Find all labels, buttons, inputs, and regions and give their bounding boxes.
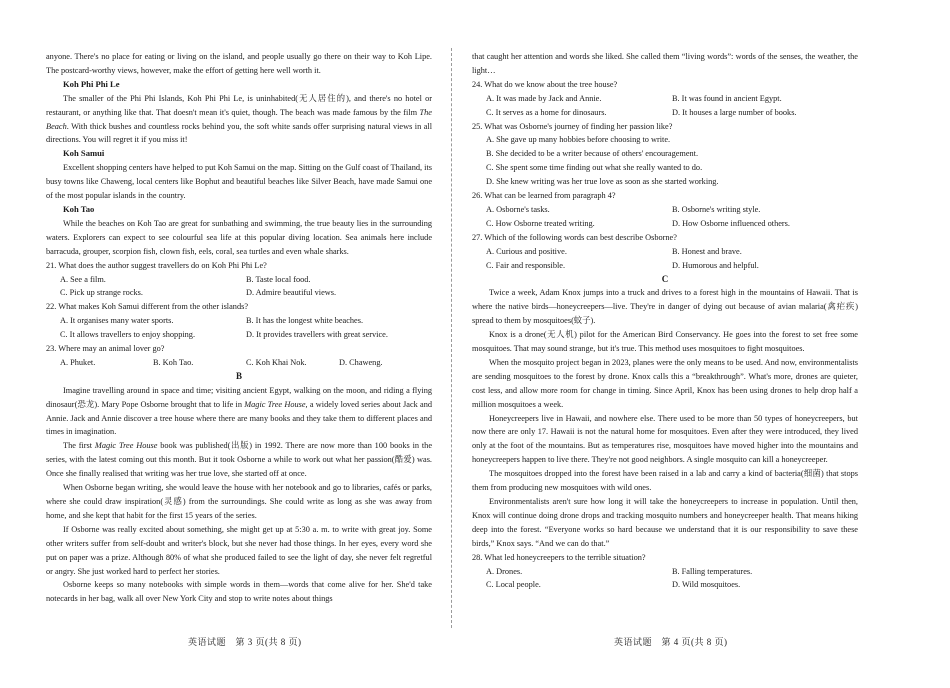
heading-koh-samui: Koh Samui [63, 148, 105, 159]
heading-koh-phi-phi-le: Koh Phi Phi Le [63, 78, 120, 89]
section-b-heading: B [235, 370, 242, 381]
paragraph-c-1: Twice a week, Adam Knox jumps into a truck and drives to a forest high in the mountains of Hawaii. That is where the native birds—honeycreepers—live. They're in danger of dying out because of avian malaria(禽疟疾) spread to them by mosquitoes(蚊子). [472, 288, 858, 326]
book-title: Magic Tree House [244, 399, 306, 409]
question-28-options [472, 565, 858, 593]
question-25-options [472, 133, 858, 189]
option: C. It allows travellers to enjoy shopping. [60, 330, 196, 340]
question-22-options [46, 314, 432, 342]
option: A. Drones. [486, 566, 523, 576]
option: A. Phuket. [60, 357, 96, 367]
option: D. Humorous and helpful. [672, 260, 759, 270]
column-divider [451, 48, 452, 628]
paragraph-koh-samui: Excellent shopping centers have helped to put Koh Samui on the map. Sitting on the Gulf coast of Thailand, its busy towns like Chaweng, local centers like Bophut and beautiful beaches like Silver Beach, have made Samui one of the most popular islands in the country. [46, 163, 432, 201]
option: D. Admire beautiful views. [246, 288, 337, 298]
paragraph-b-2: The first Magic Tree House book was published(出版) in 1992. There are now more than 100 books in the series, with the latest coming out this month. But it took Osborne a while to work out what her passion(酷爱) was. Once she finally realised that writing was her true love, she started off at once. [46, 441, 433, 479]
option: B. It has the longest white beaches. [246, 316, 364, 326]
paragraph-b-5: Osborne keeps so many notebooks with simple words in them—words that come alive for her. She'd take notecards in her bag, walk all over New York City and stop to write notes about things [46, 580, 432, 604]
option: C. How Osborne treated writing. [486, 218, 595, 228]
section-c-heading: C [661, 273, 669, 284]
option: D. Chaweng. [339, 357, 383, 367]
question-27: 27. Which of the following words can best describe Osborne? [472, 232, 677, 242]
option: A. She gave up many hobbies before choosing to write. [486, 135, 671, 145]
option: B. It was found in ancient Egypt. [672, 93, 782, 103]
option: C. Koh Khai Nok. [246, 357, 307, 367]
option: D. It provides travellers with great service. [246, 330, 388, 340]
paragraph-c-2: Knox is a drone(无人机) pilot for the American Bird Conservancy. He goes into the forest to set free some mosquitoes. That may sound strange, but it's true. This method uses mosquitoes to fight mosquitoes. [472, 330, 858, 354]
heading-koh-tao: Koh Tao [63, 203, 95, 214]
option: C. Local people. [486, 580, 541, 590]
question-27-options [472, 245, 858, 273]
question-23: 23. Where may an animal lover go? [46, 344, 165, 354]
question-26-options [472, 203, 858, 231]
paragraph-b-3: When Osborne began writing, she would leave the house with her notebook and go to libraries, cafés or parks, where she could draw inspiration(灵感) from the surroundings. She could write as long as she was away from home, and she kept that habit for the first 15 years of the series. [46, 483, 432, 520]
option: B. Honest and brave. [672, 246, 742, 256]
question-24: 24. What do we know about the tree house? [472, 79, 618, 89]
option: B. Taste local food. [246, 274, 311, 284]
paragraph-c-6: Environmentalists aren't sure how long it will take the honeycreepers to increase in population. Until then, Knox will continue doing drone drops and tracking mosquito numbers and honeycreeper health. That means hiking deep into the forest. “Everyone works so hard because we understand that it is our responsibility to save these birds,” Knox says. “And we can do that.” [472, 497, 858, 548]
book-title: Magic Tree House [94, 441, 158, 451]
option: C. Fair and responsible. [486, 260, 566, 270]
question-28: 28. What led honeycreepers to the terrible situation? [472, 552, 646, 562]
option: B. She decided to be a writer because of others' encouragement. [486, 149, 699, 159]
page-footer-left: 英语试题 第 3 页(共 8 页) [188, 637, 302, 647]
page-footer-right: 英语试题 第 4 页(共 8 页) [614, 637, 728, 647]
option: A. It organises many water sports. [60, 316, 174, 326]
option: D. How Osborne influenced others. [672, 218, 790, 228]
option: C. It serves as a home for dinosaurs. [486, 107, 607, 117]
option: A. See a film. [60, 274, 106, 284]
question-24-options [472, 92, 858, 120]
option: B. Osborne's writing style. [672, 204, 761, 214]
question-25: 25. What was Osborne's journey of finding her passion like? [472, 121, 673, 131]
paragraph-c-4: Honeycreepers live in Hawaii, and nowhere else. There used to be more than 50 types of honeycreepers, but now there are only 17. Hawaii is not the natural home for mosquitoes. Even after they were introduced, they lived only at the foot of the mountains. But as temperatures rise, mosquitoes have moved higher into the mountains and honeycreepers happen to live there. They're not good neighbors. A single mosquito can kill a honeycreeper. [472, 413, 858, 465]
right-column [472, 50, 858, 592]
paragraph-c-5: The mosquitoes dropped into the forest have been raised in a lab and carry a kind of bacteria(细菌) that stops them from producing new mosquitoes with wild ones. [472, 469, 858, 493]
option: C. She spent some time finding out what she really wanted to do. [486, 163, 703, 173]
option: C. Pick up strange rocks. [60, 288, 143, 298]
option: B. Koh Tao. [153, 357, 194, 367]
question-21: 21. What does the author suggest travellers do on Koh Phi Phi Le? [46, 260, 267, 270]
left-column [46, 50, 432, 606]
paragraph-c-3: When the mosquito project began in 2023, planes were the only means to be used. And now, environmentalists are sending mosquitoes to the forest by drone. Knox calls this a “breakthrough”. What's more, drones are quieter, cost less, and allow more room for change in timing. Since April, Knox has been using drones to help drop half a million mosquitoes a week. [472, 357, 858, 409]
option: B. Falling temperatures. [672, 566, 753, 576]
question-21-options [46, 273, 432, 301]
paragraph: anyone. There's no place for eating or living on the island, and people usually go there on their way to Koh Lipe. The postcard-worthy views, however, make the effort of getting here well worth it. [46, 52, 432, 75]
question-23-options [46, 356, 432, 370]
option: A. Curious and positive. [486, 246, 567, 256]
option: D. Wild mosquitoes. [672, 580, 741, 590]
option: D. It houses a large number of books. [672, 107, 797, 117]
option: D. She knew writing was her true love as soon as she started working. [486, 177, 719, 187]
question-22: 22. What makes Koh Samui different from the other islands? [46, 302, 248, 312]
option: A. It was made by Jack and Annie. [486, 93, 602, 103]
paragraph-b-1: Imagine travelling around in space and time; visiting ancient Egypt, walking on the moon, and riding a flying dinosaur(恐龙). Mary Pope Osborne brought that to life in Magic Tree House, a widely loved series about Jack and Annie. Jack and Annie discover a tree house where there are many books and they take them to different places and times in imagination. [46, 385, 432, 437]
paragraph-b-5-continued: that caught her attention and words she liked. She called them “living words”: words of the senses, the weather, the light… [472, 52, 858, 75]
option: A. Osborne's tasks. [486, 204, 550, 214]
question-26: 26. What can be learned from paragraph 4? [472, 191, 616, 201]
paragraph-koh-tao: While the beaches on Koh Tao are great for sunbathing and swimming, the true beauty lies in the surrounding waters. Explorers can expect to see colourful sea life at this popular diving location. Sea animals here include barracuda, grouper, scorpion fish, clown fish, eels, coral, sea turtles and even whale sharks. [46, 218, 432, 256]
film-title: The Beach [46, 107, 432, 131]
paragraph-koh-phi-phi-le: The smaller of the Phi Phi Islands, Koh Phi Phi Le, is uninhabited(无人居住的), and there's no hotel or restaurant, or anything like that. That doesn't mean it's quiet, though. The beach was made famous by the film The Beach. With thick bushes and countless rocks behind you, the soft white sands offer surprising natural views in all directions. You will regret it if you miss it! [46, 93, 432, 145]
paragraph-b-4: If Osborne was really excited about something, she might get up at 5:30 a. m. to write with great joy. Some other writers suffer from self-doubt and writer's block, but she never had those things. In her eyes, every word she put on paper was a prize. Although 80% of what she produced failed to see the light of day, she never felt regretful or angry. She just worked hard to perfect her stories. [46, 524, 432, 576]
